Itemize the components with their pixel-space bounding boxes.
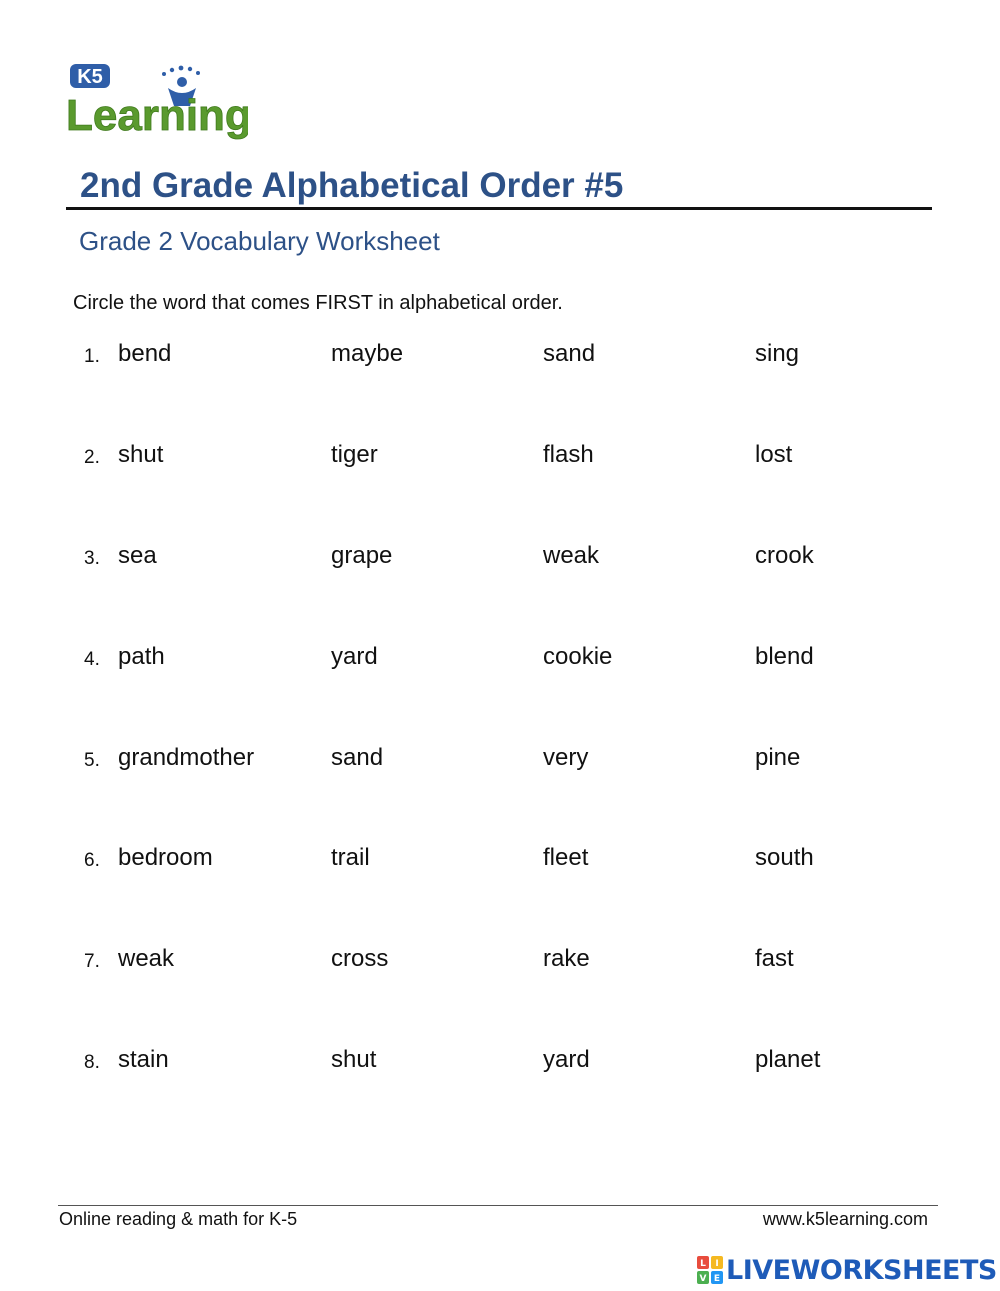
question-number: 7. — [84, 951, 100, 972]
liveworksheets-wordmark: LIVEWORKSHEETS — [726, 1254, 997, 1286]
svg-text:Learning: Learning — [66, 91, 248, 140]
word-option[interactable]: sand — [543, 340, 596, 367]
word-option[interactable]: sea — [118, 542, 157, 569]
instructions: Circle the word that comes FIRST in alphabetical order. — [73, 292, 563, 314]
word-option[interactable]: stain — [118, 1046, 169, 1073]
word-option[interactable]: path — [118, 643, 165, 670]
word-option[interactable]: sing — [755, 340, 800, 367]
word-option[interactable]: pine — [755, 744, 801, 771]
question-number: 1. — [84, 346, 100, 367]
svg-text:V: V — [699, 1274, 707, 1284]
svg-text:I: I — [715, 1259, 719, 1269]
footer-tagline: Online reading & math for K-5 — [59, 1209, 298, 1229]
word-option[interactable]: cross — [331, 945, 389, 972]
word-option[interactable]: lost — [755, 441, 793, 468]
word-option[interactable]: weak — [543, 542, 600, 569]
word-option[interactable]: flash — [543, 441, 594, 468]
word-option[interactable]: blend — [755, 643, 814, 670]
svg-text:K5: K5 — [77, 66, 103, 88]
question-number: 5. — [84, 750, 100, 771]
word-option[interactable]: sand — [331, 744, 384, 771]
word-option[interactable]: fast — [755, 945, 794, 972]
word-option[interactable]: trail — [331, 844, 370, 871]
question-number: 2. — [84, 447, 100, 468]
word-option[interactable]: very — [543, 744, 589, 771]
question-row-2 — [0, 441, 1000, 481]
word-option[interactable]: south — [755, 844, 814, 871]
word-option[interactable]: bend — [118, 340, 172, 367]
liveworksheets-logo-icon — [697, 1256, 723, 1284]
question-row-6 — [0, 844, 1000, 884]
word-option[interactable]: rake — [543, 945, 590, 972]
word-option[interactable]: bedroom — [118, 844, 213, 871]
word-option[interactable]: shut — [118, 441, 164, 468]
word-option[interactable]: yard — [331, 643, 378, 670]
question-row-1 — [0, 340, 1000, 380]
word-option[interactable]: cookie — [543, 643, 613, 670]
word-option[interactable]: shut — [331, 1046, 377, 1073]
footer-website: www.k5learning.com — [762, 1209, 928, 1229]
word-option[interactable]: weak — [118, 945, 175, 972]
svg-text:L: L — [700, 1259, 706, 1269]
word-option[interactable]: planet — [755, 1046, 821, 1073]
word-option[interactable]: grape — [331, 542, 393, 569]
question-number: 3. — [84, 548, 100, 569]
page-subtitle: Grade 2 Vocabulary Worksheet — [79, 226, 440, 256]
word-option[interactable]: maybe — [331, 340, 404, 367]
word-option[interactable]: fleet — [543, 844, 589, 871]
question-row-5 — [0, 744, 1000, 784]
footer-divider — [58, 1205, 938, 1206]
question-number: 6. — [84, 850, 100, 871]
question-row-3 — [0, 542, 1000, 582]
page-title: 2nd Grade Alphabetical Order #5 — [80, 166, 624, 205]
word-option[interactable]: grandmother — [118, 744, 255, 771]
question-row-7 — [0, 945, 1000, 985]
liveworksheets-brand — [697, 1254, 997, 1286]
question-row-8 — [0, 1046, 1000, 1086]
word-option[interactable]: crook — [755, 542, 814, 569]
question-number: 4. — [84, 649, 100, 670]
question-row-4 — [0, 643, 1000, 683]
word-option[interactable]: tiger — [331, 441, 378, 468]
question-number: 8. — [84, 1052, 100, 1073]
svg-text:E: E — [713, 1274, 721, 1284]
word-option[interactable]: yard — [543, 1046, 590, 1073]
